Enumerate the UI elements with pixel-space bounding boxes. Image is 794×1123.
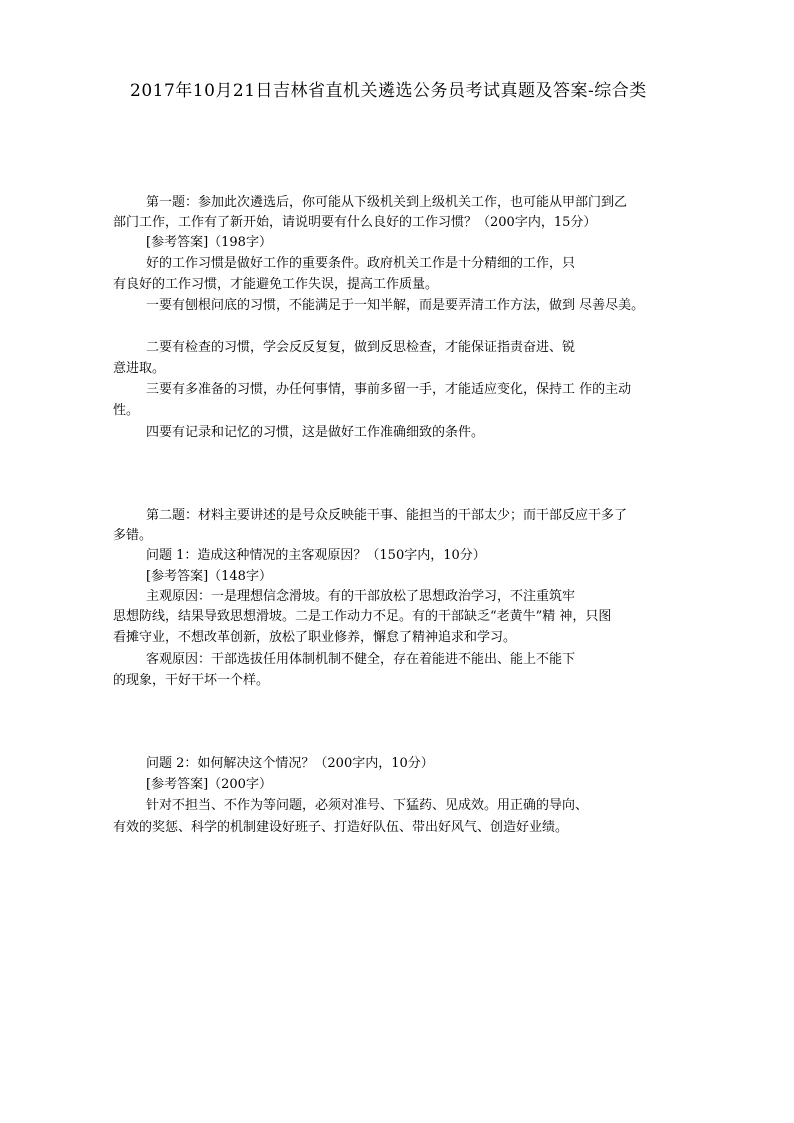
- sub-question-2: 问题 2：如何解决这个情况？（200字内，10分）: [146, 756, 434, 771]
- answer-paragraph: 四要有记录和记忆的习惯，这是做好工作准确细致的条件。: [146, 425, 485, 440]
- answer-paragraph: 思想防线，结果导致思想滑坡。二是工作动力不足。有的干部缺乏“老黄牛”精 神，只图: [113, 609, 612, 624]
- answer-paragraph: 针对不担当、不作为等问题，必须对准号、下猛药、见成效。用正确的导向、: [146, 798, 589, 813]
- question-2-text-cont: 多错。: [113, 528, 153, 543]
- question-1-text: 第一题：参加此次遴选后，你可能从下级机关到上级机关工作，也可能从甲部门到乙: [146, 195, 628, 210]
- answer-paragraph: 一要有刨根问底的习惯，不能满足于一知半解，而是要弄清工作方法，做到 尽善尽美。: [146, 298, 645, 313]
- answer-paragraph: 有良好的工作习惯，才能避免工作失误，提高工作质量。: [113, 277, 439, 292]
- answer-paragraph: 有效的奖惩、科学的机制建设好班子、打造好队伍、带出好风气、创造好业绩。: [113, 820, 569, 835]
- question-1-text-cont: 部门工作，工作有了新开始，请说明要有什么良好的工作习惯？（200字内，15分）: [113, 215, 597, 230]
- answer-paragraph: 好的工作习惯是做好工作的重要条件。政府机关工作是十分精细的工作，只: [146, 256, 576, 271]
- reference-answer-label: [参考答案]（148字）: [146, 569, 272, 584]
- answer-paragraph: 的现象，干好干坏一个样。: [113, 673, 270, 688]
- answer-paragraph: 客观原因：干部选拔任用体制机制不健全，存在着能进不能出、能上不能下: [146, 652, 576, 667]
- question-2-text: 第二题：材料主要讲述的是号众反映能干事、能担当的干部太少；而干部反应干多了: [146, 508, 628, 523]
- reference-answer-label: [参考答案]（198字）: [146, 235, 272, 250]
- sub-question-1: 问题 1：造成这种情况的主客观原因？（150字内，10分）: [146, 548, 486, 563]
- reference-answer-label: [参考答案]（200字）: [146, 777, 272, 792]
- answer-paragraph: 性。: [113, 403, 140, 418]
- answer-paragraph: 意进取。: [113, 361, 166, 376]
- answer-paragraph: 看摊守业，不想改革创新，放松了职业修养，懈怠了精神追求和学习。: [113, 630, 517, 645]
- answer-paragraph: 三要有多准备的习惯，办任何事情，事前多留一手，才能适应变化，保持工 作的主动: [146, 382, 632, 397]
- answer-paragraph: 二要有检查的习惯，学会反反复复，做到反思检查，才能保证指责奋进、锐: [146, 340, 576, 355]
- document-title: 2017年10月21日吉林省直机关遴选公务员考试真题及答案-综合类: [130, 81, 647, 101]
- answer-paragraph: 主观原因：一是理想信念滑坡。有的干部放松了思想政治学习，不注重筑牢: [146, 589, 576, 604]
